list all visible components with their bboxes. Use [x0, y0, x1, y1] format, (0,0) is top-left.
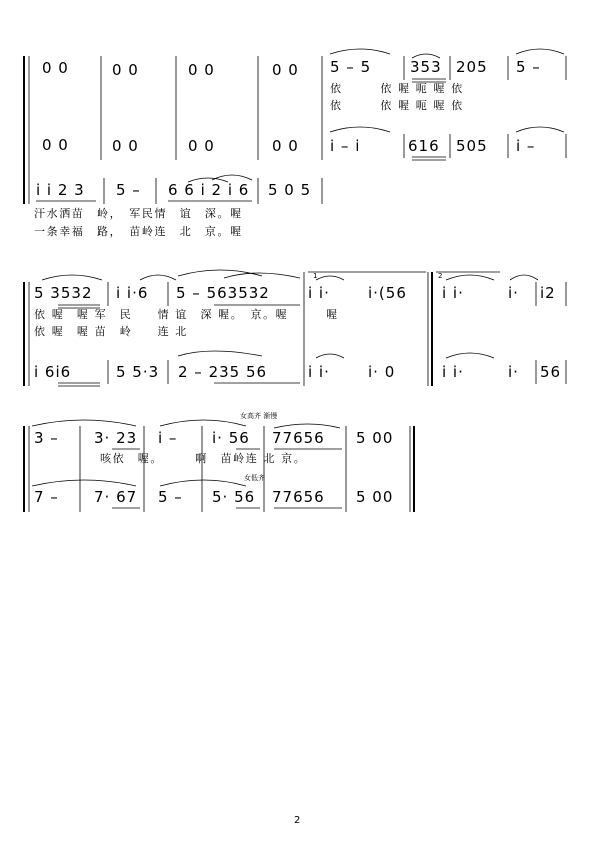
- measure: i i·: [308, 284, 330, 302]
- measure: 5· 56: [212, 488, 256, 506]
- measure: 5 –: [116, 181, 141, 199]
- measure: 0 0: [112, 137, 139, 155]
- measure: i 6i6: [34, 363, 72, 381]
- measure: 5 – 5: [330, 58, 372, 76]
- lyric-line: 一条幸福 路， 苗岭连 北 京。喔: [34, 225, 243, 238]
- measure: i i·6: [116, 284, 149, 302]
- measure: i·: [508, 363, 519, 381]
- measure: i· 0: [368, 363, 396, 381]
- measure: 56: [540, 363, 562, 381]
- measure: 3· 23: [94, 429, 138, 447]
- measure: 2 – 235 56: [178, 363, 268, 381]
- measure: 7· 67: [94, 488, 138, 506]
- measure: 6 6 i 2 i 6: [168, 181, 250, 199]
- measure: i i·: [442, 284, 464, 302]
- measure: 5 3532: [34, 284, 93, 302]
- measure: i· 56: [212, 429, 250, 447]
- measure: i·: [508, 284, 519, 302]
- measure: 5 – 563532: [176, 284, 270, 302]
- performance-annotation: 女低齐: [244, 474, 265, 482]
- volta-2: 2: [438, 272, 443, 280]
- measure: 353: [410, 58, 442, 76]
- measure: i – i: [330, 137, 361, 155]
- measure: 5 –: [158, 488, 183, 506]
- measure: 5 5·3: [116, 363, 160, 381]
- measure: 505: [456, 137, 488, 155]
- page-number: 2: [294, 815, 301, 826]
- lyric-line: 依 依 喔 呃 喔 依: [330, 99, 464, 112]
- measure: 0 0: [112, 61, 139, 79]
- measure: 5 –: [516, 58, 541, 76]
- measure: i·(56: [368, 284, 407, 302]
- measure: 5 00: [356, 488, 394, 506]
- measure: 0 0: [42, 136, 69, 154]
- lyric-line: 依 依 喔 呃 喔 依: [330, 82, 464, 95]
- measure: i i 2 3: [36, 181, 85, 199]
- measure: 5 0 5: [268, 181, 312, 199]
- measure: 77656: [272, 488, 325, 506]
- measure: 205: [456, 58, 488, 76]
- measure: 5 00: [356, 429, 394, 447]
- lyric-line: 依 喔 喔 苗 岭 连 北: [34, 325, 188, 338]
- measure: i i·: [442, 363, 464, 381]
- measure: i –: [516, 137, 536, 155]
- measure: 77656: [272, 429, 325, 447]
- measure: 0 0: [272, 137, 299, 155]
- volta-1: 1: [313, 272, 318, 280]
- measure: i2: [540, 284, 556, 302]
- measure: 0 0: [272, 61, 299, 79]
- measure: 7 –: [34, 488, 59, 506]
- measure: i i·: [308, 363, 330, 381]
- measure: 0 0: [188, 61, 215, 79]
- lyric-line: 依 喔 喔 军 民 情 谊 深 喔。 京。喔 喔: [34, 308, 339, 321]
- performance-annotation: 女高齐 渐慢: [240, 412, 278, 420]
- measure: i –: [158, 429, 178, 447]
- measure: 0 0: [188, 137, 215, 155]
- lyric-line: 汗水洒苗 岭， 军民情 谊 深。喔: [34, 207, 243, 220]
- measure: 3 –: [34, 429, 59, 447]
- measure: 0 0: [42, 59, 69, 77]
- lyric-line: 咳依 喔。 啊 苗岭连 北 京。: [100, 452, 307, 465]
- measure: 616: [408, 137, 440, 155]
